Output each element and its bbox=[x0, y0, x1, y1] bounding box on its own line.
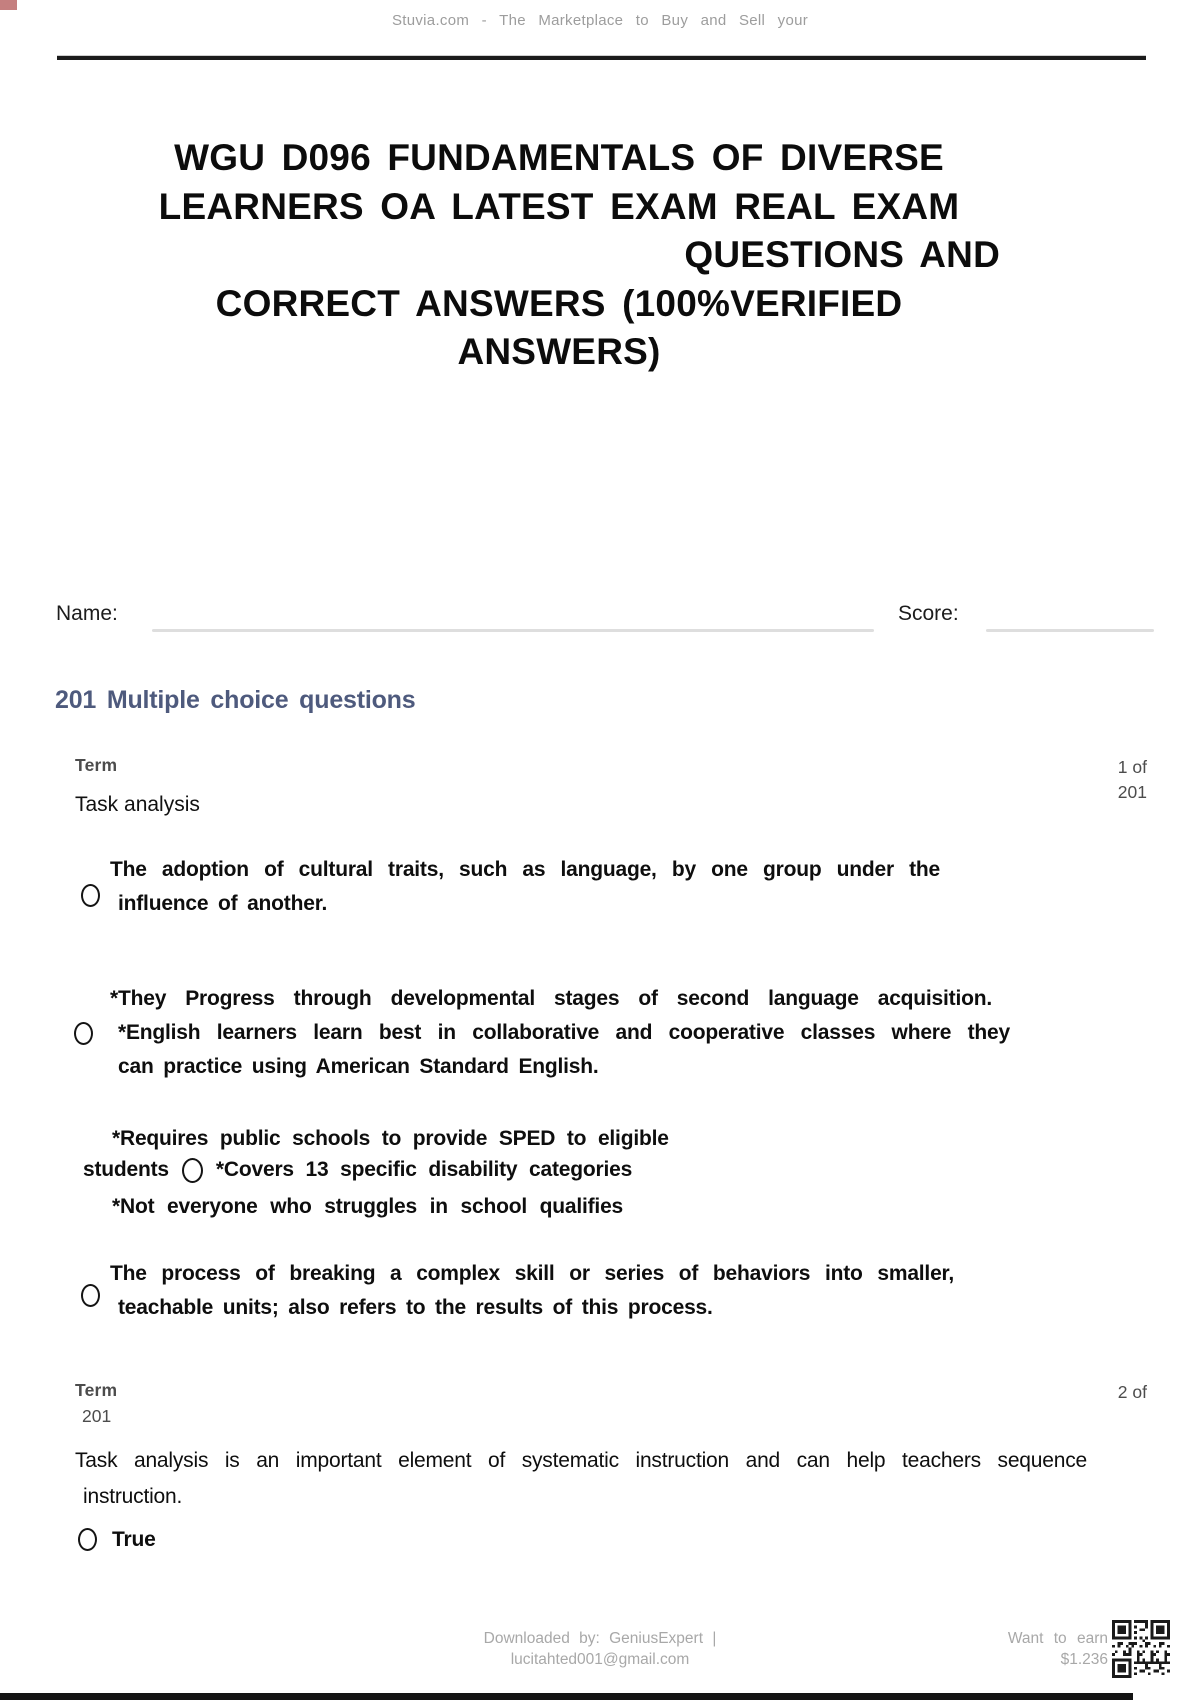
option-3-line-2-after: *Covers 13 specific disability categories bbox=[215, 1158, 633, 1181]
radio-option-true[interactable] bbox=[78, 1528, 97, 1551]
counter-bottom-q1: 201 bbox=[1117, 781, 1147, 802]
score-input-line[interactable] bbox=[986, 629, 1154, 632]
bottom-page-bar bbox=[0, 1693, 1133, 1700]
question-2-statement-line-2: instruction. bbox=[83, 1485, 183, 1508]
footer-downloaded-line-1: Downloaded by: GeniusExpert | bbox=[483, 1630, 717, 1647]
corner-mark bbox=[0, 0, 17, 10]
option-true-label: True bbox=[112, 1528, 156, 1551]
radio-option-3[interactable] bbox=[182, 1158, 203, 1183]
name-input-line[interactable] bbox=[152, 629, 874, 632]
title-line-1: WGU D096 FUNDAMENTALS OF DIVERSE bbox=[174, 137, 944, 178]
term-text-q1: Task analysis bbox=[75, 793, 200, 816]
term-label-q1: Term bbox=[75, 755, 118, 775]
option-1-line-1: The adoption of cultural traits, such as language, by one group under the bbox=[110, 858, 940, 881]
document-title bbox=[110, 134, 1008, 377]
counter-top-q2: 2 of bbox=[1117, 1382, 1147, 1402]
counter-bottom-q2: 201 bbox=[82, 1406, 112, 1426]
option-3-line-2 bbox=[83, 1157, 632, 1183]
question-counter-q1 bbox=[1118, 755, 1147, 804]
footer-earn-line-2: $1.236 bbox=[1060, 1651, 1108, 1668]
qr-code-icon bbox=[1112, 1620, 1170, 1678]
counter-top-q1: 1 of bbox=[1117, 757, 1147, 777]
score-label: Score: bbox=[898, 602, 959, 625]
title-line-2: LEARNERS OA LATEST EXAM REAL EXAM bbox=[158, 185, 960, 227]
radio-option-1[interactable] bbox=[81, 884, 100, 907]
radio-option-2[interactable] bbox=[74, 1022, 93, 1045]
title-line-4: CORRECT ANSWERS (100%VERIFIED ANSWERS) bbox=[215, 282, 903, 372]
option-2-line-1: *They Progress through developmental stages of second language acquisition. bbox=[110, 987, 992, 1010]
footer-earn-line-1: Want to earn bbox=[1007, 1630, 1108, 1647]
radio-option-4[interactable] bbox=[81, 1284, 100, 1307]
option-2-line-2: *English learners learn best in collaborative and cooperative classes where they bbox=[118, 1021, 1010, 1044]
question-2-statement-line-1: Task analysis is an important element of systematic instruction and can help teachers sequence bbox=[75, 1449, 1087, 1472]
question-counter-q2 bbox=[1118, 1380, 1147, 1405]
option-3-line-2-before: students bbox=[83, 1158, 169, 1181]
option-4-line-2: teachable units; also refers to the results of this process. bbox=[118, 1296, 713, 1319]
option-3-line-3: *Not everyone who struggles in school qualifies bbox=[112, 1195, 624, 1218]
footer-downloaded-line-2: lucitahted001@gmail.com bbox=[510, 1651, 690, 1668]
term-label-q2: Term bbox=[75, 1380, 118, 1400]
option-4-line-1: The process of breaking a complex skill or series of behaviors into smaller, bbox=[110, 1262, 954, 1285]
section-heading: 201 Multiple choice questions bbox=[55, 686, 416, 714]
option-1-line-2: influence of another. bbox=[118, 892, 328, 915]
name-label: Name: bbox=[56, 602, 118, 625]
option-3-line-1: *Requires public schools to provide SPED to eligible bbox=[112, 1127, 669, 1150]
option-2-line-3: can practice using American Standard English. bbox=[118, 1055, 599, 1078]
title-line-3: QUESTIONS AND bbox=[684, 234, 1000, 275]
site-header-text: Stuvia.com - The Marketplace to Buy and Sell your bbox=[391, 12, 809, 29]
header-divider bbox=[57, 55, 1146, 60]
